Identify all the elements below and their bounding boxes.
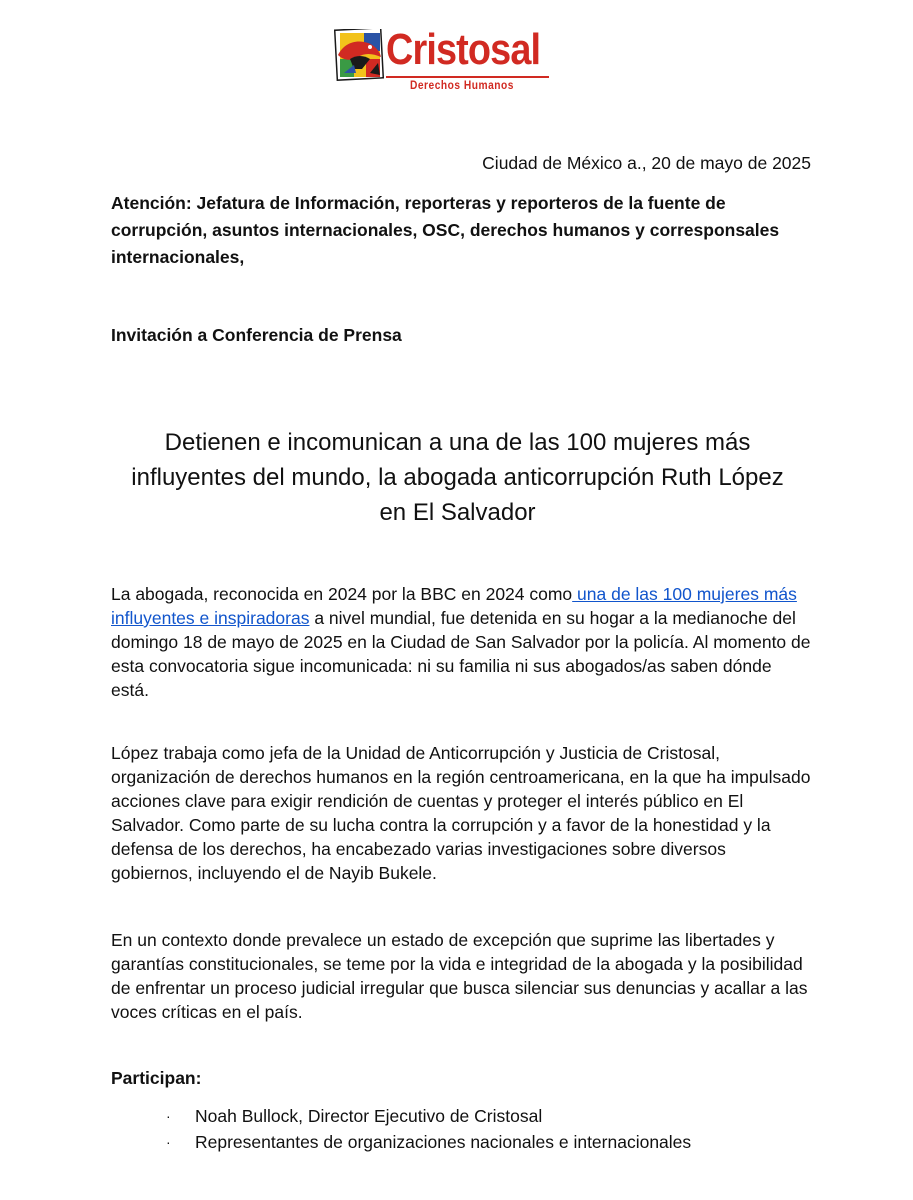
bullet-icon: · <box>166 1134 171 1150</box>
paragraph-1-intro: La abogada, reconocida en 2024 por la BBC en 2024 como <box>111 584 573 604</box>
list-item <box>166 1103 691 1129</box>
cristosal-logo <box>334 26 550 96</box>
paragraph-1-body: a nivel mundial, fue detenida en su hogar a la medianoche del domingo 18 de mayo de 2025 en la Ciudad de San Salvador por la policía. Al momento de esta convocatoria sigue incomunicada: ni su familia ni sus abogados/as saben dónde está. <box>111 608 811 700</box>
paragraph-1 <box>111 582 811 702</box>
headline-line-2: influyentes del mundo, la abogada anticorrupción Ruth López <box>131 464 784 491</box>
logo-tagline: Derechos Humanos <box>410 78 514 92</box>
paragraph-3: En un contexto donde prevalece un estado de excepción que suprime las libertades y garantías constitucionales, se teme por la vida e integridad de la abogada y la posibilidad de enfrentar un proceso judicial irregular que busca silenciar sus denuncias y acallar a las voces críticas en el país. <box>111 930 808 1022</box>
headline <box>105 425 810 530</box>
headline-line-1: Detienen e incomunican a una de las 100 mujeres más <box>164 429 751 456</box>
dateline: Ciudad de México a., 20 de mayo de 2025 <box>482 153 811 173</box>
bbc-100-women-link[interactable]: una de las 100 mujeres más influyentes e inspiradoras <box>111 584 797 628</box>
participant-1: Noah Bullock, Director Ejecutivo de Cristosal <box>195 1106 543 1126</box>
participants-title: Participan: <box>111 1068 202 1088</box>
participants-list <box>166 1103 691 1155</box>
list-item <box>166 1129 691 1155</box>
headline-line-3: en El Salvador <box>379 499 536 526</box>
attention-note: Atención: Jefatura de Información, reporteras y reporteros de la fuente de corrupción, asuntos internacionales, OSC, derechos humanos y corresponsales internacionales, <box>111 193 780 267</box>
paragraph-2: López trabaja como jefa de la Unidad de Anticorrupción y Justicia de Cristosal, organización de derechos humanos en la región centroamericana, en la que ha impulsado acciones clave para exigir rendición de cuentas y proteger el interés público en El Salvador. Como parte de su lucha contra la corrupción y a favor de la honestidad y la defensa de los derechos, ha encabezado varias investigaciones sobre diversos gobiernos, incluyendo el de Nayib Bukele. <box>111 743 811 883</box>
invitation-title: Invitación a Conferencia de Prensa <box>111 325 402 345</box>
participant-2: Representantes de organizaciones nacionales e internacionales <box>195 1132 692 1152</box>
cristosal-bird-icon <box>334 29 384 81</box>
bullet-icon: · <box>166 1108 171 1124</box>
logo-wordmark: Cristosal <box>386 25 541 74</box>
